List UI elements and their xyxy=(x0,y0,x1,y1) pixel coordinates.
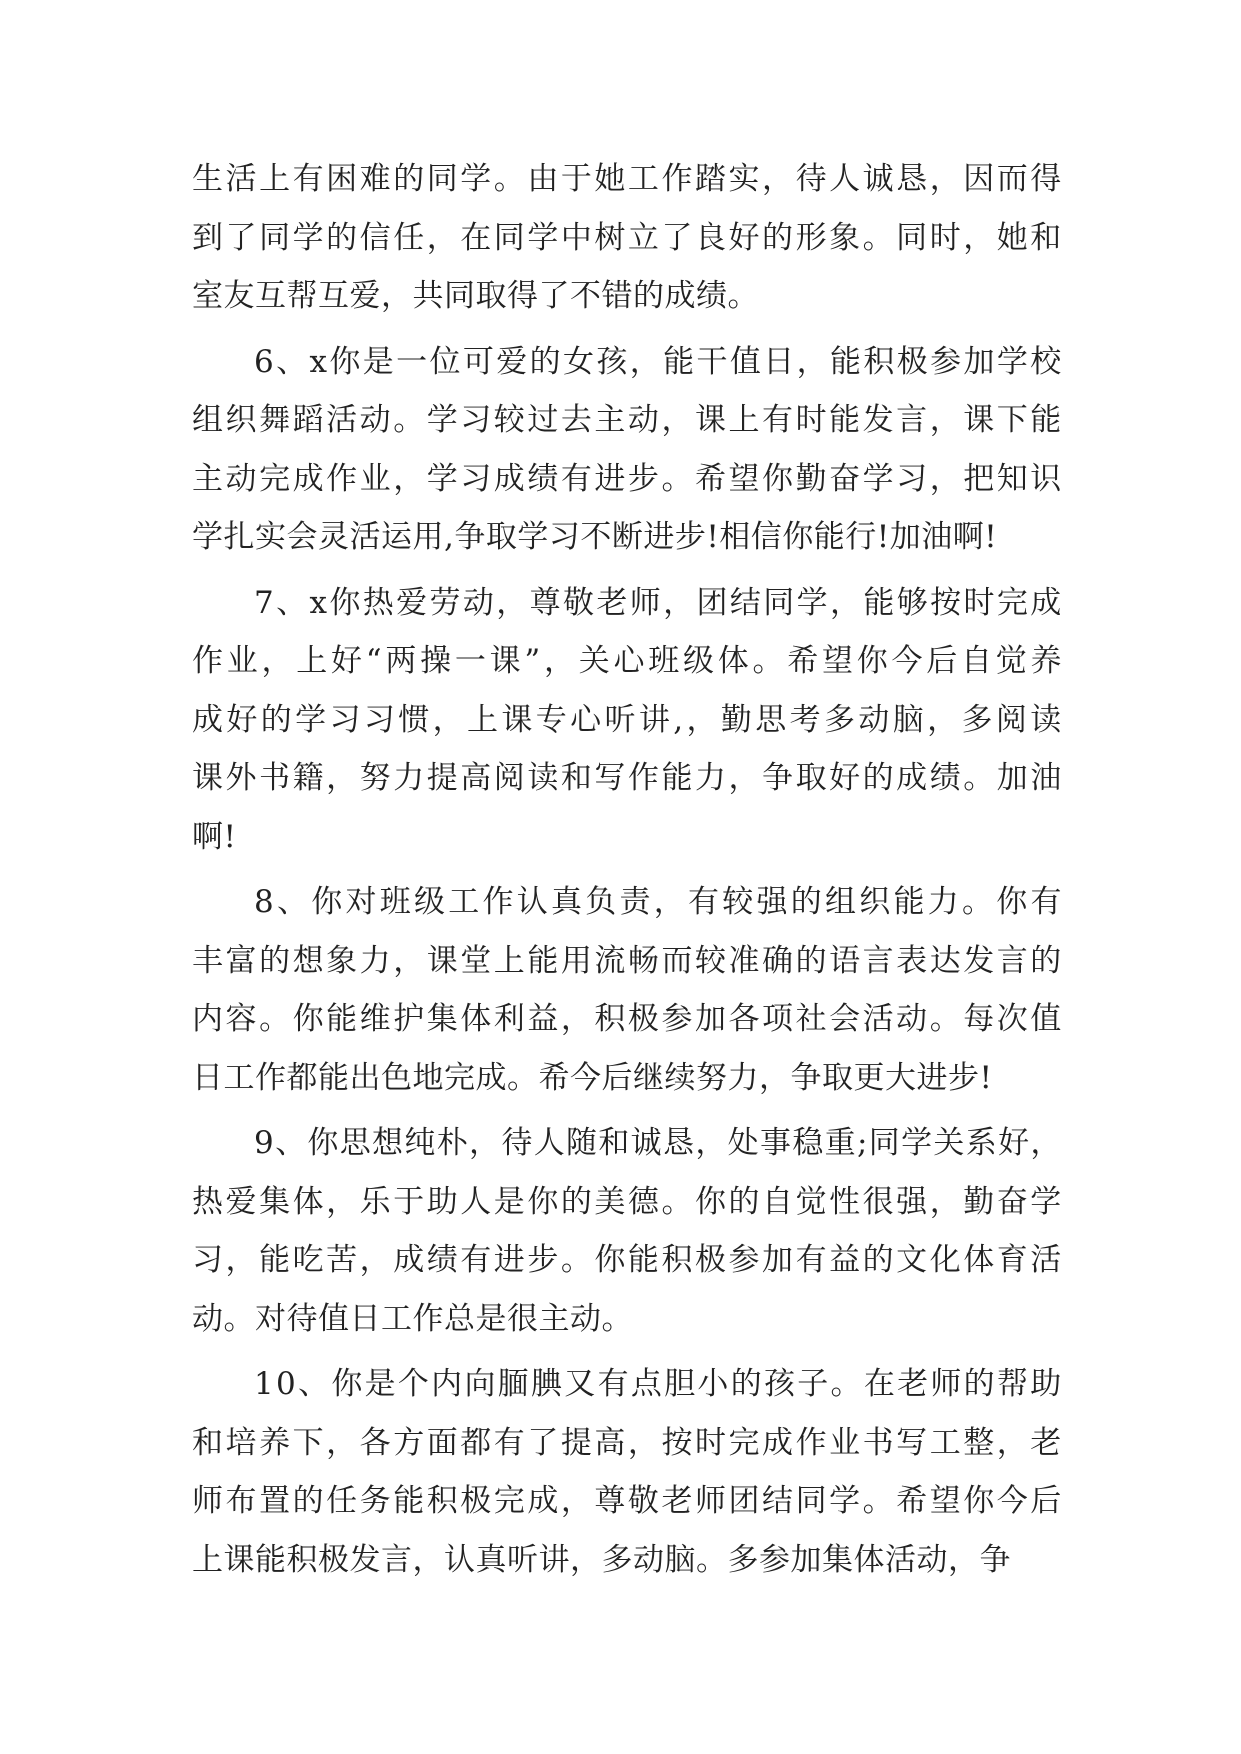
paragraph-gap xyxy=(192,567,1062,574)
text-line: 组 织 舞 蹈 活 动 。 学 习 较 过 去 主 动 ， 课 上 有 时 能 发 言 ， 课 下 能 xyxy=(192,402,1062,438)
text-line: 成 好 的 学 习 习 惯 ， 上 课 专 心 听 讲 , ， 勤 思 考 多 动 脑 ， 多 阅 读 xyxy=(192,701,1062,738)
text-line: 生 活 上 有 困 难 的 同 学 。 由 于 她 工 作 踏 实 ， 待 人 诚 恳 ， 因 而 得 xyxy=(192,161,1062,197)
text-line: 室友互帮互爱，共同取得了不错的成绩。 xyxy=(192,278,759,314)
paragraph-p-8 xyxy=(192,873,1062,1107)
text-line: 1 0 、 你 是 个 内 向 腼 腆 又 有 点 胆 小 的 孩 子 。 在 老 师 的 帮 助 xyxy=(254,1366,1062,1402)
text-line: 上课能积极发言，认真听讲，多动脑。多参加集体活动，争 xyxy=(192,1541,1011,1578)
text-line: 主 动 完 成 作 业 ， 学 习 成 绩 有 进 步 。 希 望 你 勤 奋 学 习 ， 把 知 识 xyxy=(192,460,1062,497)
document-body xyxy=(192,150,1062,1589)
text-line: 习 ， 能 吃 苦 ， 成 绩 有 进 步 。 你 能 积 极 参 加 有 益 的 文 化 体 育 活 xyxy=(192,1242,1062,1278)
text-line: 内 容 。 你 能 维 护 集 体 利 益 ， 积 极 参 加 各 项 社 会 活 动 。 每 次 值 xyxy=(192,1001,1062,1037)
paragraph-gap xyxy=(192,326,1062,333)
text-line: 7 、 x 你 热 爱 劳 动 ， 尊 敬 老 师 ， 团 结 同 学 ， 能 够 按 时 完 成 xyxy=(254,584,1062,621)
text-line: 8 、 你 对 班 级 工 作 认 真 负 责 ， 有 较 强 的 组 织 能 力 。 你 有 xyxy=(254,884,1062,920)
text-line: 日工作都能出色地完成。希今后继续努力，争取更大进步! xyxy=(192,1059,993,1096)
paragraph-gap xyxy=(192,1348,1062,1355)
text-line: 和 培 养 下 ， 各 方 面 都 有 了 提 高 ， 按 时 完 成 作 业 书 写 工 整 ， 老 xyxy=(192,1424,1062,1461)
text-line: 啊! xyxy=(192,818,237,855)
text-line: 9 、 你 思 想 纯 朴 ， 待 人 随 和 诚 恳 ， 处 事 稳 重 ; 同 学 关 系 好 ， xyxy=(254,1125,1062,1161)
paragraph-p-10 xyxy=(192,1355,1062,1589)
paragraph-p-9 xyxy=(192,1114,1062,1348)
paragraph-p-7 xyxy=(192,574,1062,867)
text-line: 动。对待值日工作总是很主动。 xyxy=(192,1300,633,1337)
text-line: 6 、 x 你 是 一 位 可 爱 的 女 孩 ， 能 干 值 日 ， 能 积 极 参 加 学 校 xyxy=(254,343,1062,380)
paragraph-gap xyxy=(192,1107,1062,1114)
paragraph-gap xyxy=(192,866,1062,873)
text-line: 学扎实会灵活运用,争取学习不断进步!相信你能行!加油啊! xyxy=(192,519,998,555)
paragraph-p-continued xyxy=(192,150,1062,326)
paragraph-p-6 xyxy=(192,333,1062,567)
text-line: 师 布 置 的 任 务 能 积 极 完 成 ， 尊 敬 老 师 团 结 同 学 。 希 望 你 今 后 xyxy=(192,1483,1062,1519)
text-line: 课 外 书 籍 ， 努 力 提 高 阅 读 和 写 作 能 力 ， 争 取 好 的 成 绩 。 加 油 xyxy=(192,760,1062,796)
text-line: 作 业 ， 上 好 “ 两 操 一 课 ” ， 关 心 班 级 体 。 希 望 你 今 后 自 觉 养 xyxy=(192,643,1062,679)
text-line: 丰 富 的 想 象 力 ， 课 堂 上 能 用 流 畅 而 较 准 确 的 语 言 表 达 发 言 的 xyxy=(192,942,1062,979)
text-line: 到 了 同 学 的 信 任 ， 在 同 学 中 树 立 了 良 好 的 形 象 。 同 时 ， 她 和 xyxy=(192,219,1062,256)
text-line: 热 爱 集 体 ， 乐 于 助 人 是 你 的 美 德 。 你 的 自 觉 性 很 强 ， 勤 奋 学 xyxy=(192,1183,1062,1220)
